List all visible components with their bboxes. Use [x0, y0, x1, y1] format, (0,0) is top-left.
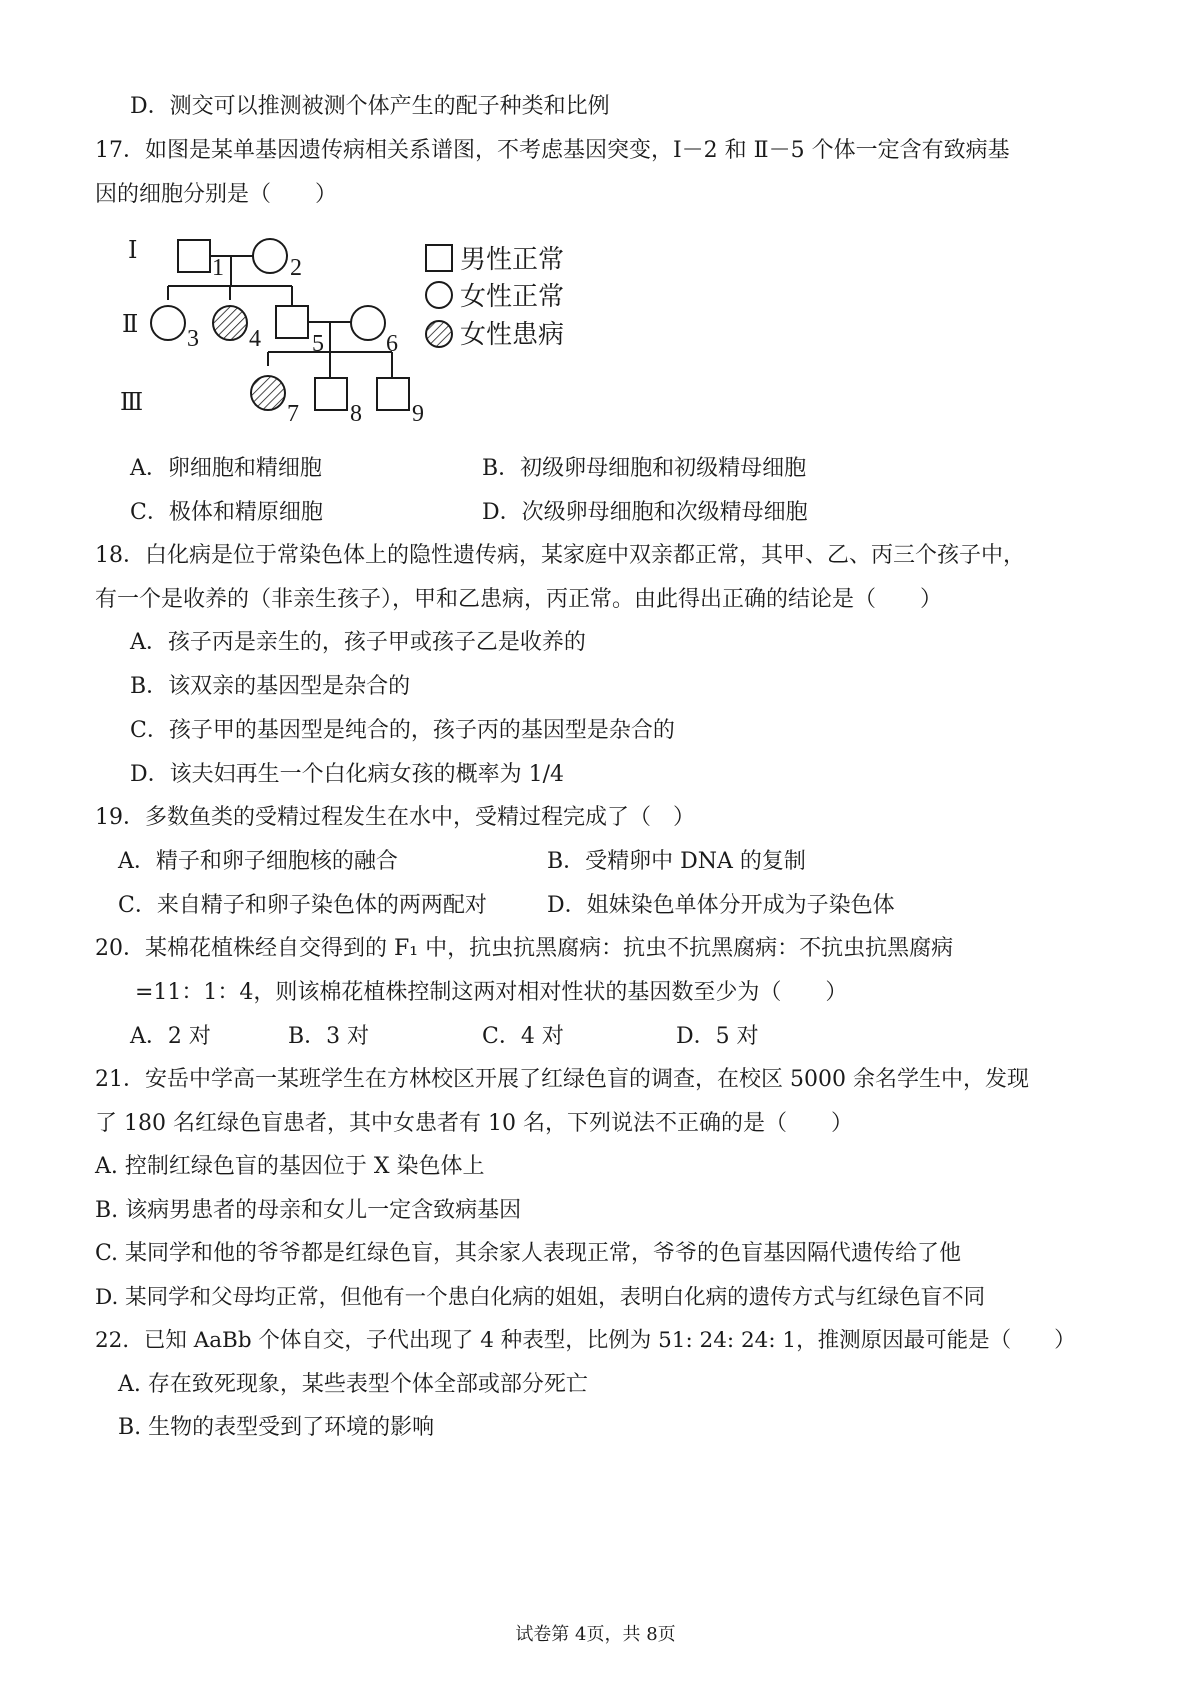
- individual-number-6: 6: [386, 331, 398, 357]
- q18-option-a: A．孩子丙是亲生的，孩子甲或孩子乙是收养的: [130, 630, 586, 655]
- q18-option-c: C．孩子甲的基因型是纯合的，孩子丙的基因型是杂合的: [130, 718, 675, 743]
- q21-stem-line1: 21．安岳中学高一某班学生在方林校区开展了红绿色盲的调查，在校区 5000 余名学生中，发现: [95, 1067, 1029, 1092]
- individual-number-7: 7: [287, 401, 299, 427]
- legend-label-female-affected: 女性患病: [460, 320, 565, 350]
- q20-option-c: C．4 对: [482, 1024, 564, 1049]
- legend-male-normal-icon: [426, 245, 452, 271]
- individual-6-female: [351, 306, 385, 340]
- q21-option-c: C. 某同学和他的爷爷都是红绿色盲，其余家人表现正常，爷爷的色盲基因隔代遗传给了他: [95, 1241, 962, 1266]
- q20-stem-line2: =11：1：4，则该棉花植株控制这两对相对性状的基因数至少为（ ）: [135, 980, 848, 1005]
- q19-stem: 19．多数鱼类的受精过程发生在水中，受精过程完成了（ ）: [95, 805, 695, 830]
- individual-2-female: [253, 239, 287, 273]
- q22-option-a: A. 存在致死现象，某些表型个体全部或部分死亡: [118, 1372, 588, 1397]
- q17-option-c: C．极体和精原细胞: [130, 500, 323, 525]
- q21-option-b: B. 该病男患者的母亲和女儿一定含致病基因: [95, 1198, 522, 1223]
- q17-option-a: A．卵细胞和精细胞: [130, 456, 322, 481]
- individual-3-female: [151, 306, 185, 340]
- individual-8-male: [315, 378, 347, 410]
- generation-label-2: Ⅱ: [122, 312, 139, 338]
- individual-number-2: 2: [290, 255, 302, 281]
- q20-option-b: B．3 对: [288, 1024, 370, 1049]
- q21-option-d: D. 某同学和父母均正常，但他有一个患白化病的姐姐，表明白化病的遗传方式与红绿色盲不同: [95, 1285, 986, 1310]
- pedigree-figure: [120, 238, 640, 468]
- q19-option-d: D．姐妹染色单体分开成为子染色体: [547, 893, 895, 918]
- q18-stem-line1: 18．白化病是位于常染色体上的隐性遗传病，某家庭中双亲都正常，其甲、乙、丙三个孩子中，: [95, 543, 1025, 568]
- q19-option-a: A．精子和卵子细胞核的融合: [118, 849, 398, 874]
- q16-option-d: D．测交可以推测被测个体产生的配子种类和比例: [130, 94, 610, 119]
- q21-stem-line2: 了 180 名红绿色盲患者，其中女患者有 10 名，下列说法不正确的是（ ）: [95, 1111, 853, 1136]
- q17-stem-line2: 因的细胞分别是（ ）: [95, 182, 338, 207]
- legend-label-female-normal: 女性正常: [460, 282, 565, 312]
- individual-number-1: 1: [212, 255, 224, 281]
- q19-option-c: C．来自精子和卵子染色体的两两配对: [118, 893, 487, 918]
- q17-option-d: D．次级卵母细胞和次级精母细胞: [482, 500, 808, 525]
- legend-female-normal-icon: [426, 282, 452, 308]
- individual-number-4: 4: [249, 326, 261, 352]
- q19-option-b: B．受精卵中 DNA 的复制: [547, 849, 806, 874]
- individual-9-male: [377, 378, 409, 410]
- individual-number-9: 9: [412, 401, 424, 427]
- individual-number-5: 5: [312, 331, 324, 357]
- q18-option-b: B．该双亲的基因型是杂合的: [130, 674, 411, 699]
- q18-stem-line2: 有一个是收养的（非亲生孩子），甲和乙患病，丙正常。由此得出正确的结论是（ ）: [95, 587, 943, 612]
- q22-stem: 22．已知 AaBb 个体自交，子代出现了 4 种表型，比例为 51: 24: 24: 1，推测原因最可能是（ ）: [95, 1328, 1076, 1353]
- q20-option-d: D．5 对: [676, 1024, 759, 1049]
- legend-label-male-normal: 男性正常: [460, 245, 565, 275]
- individual-7-affected-female: [251, 376, 285, 410]
- generation-label-1: Ⅰ: [128, 238, 138, 264]
- legend-female-affected-icon: [426, 321, 452, 347]
- individual-number-8: 8: [350, 401, 362, 427]
- individual-1-male: [178, 240, 210, 272]
- page-footer: 试卷第 4页，共 8页: [515, 1624, 676, 1645]
- individual-5-male: [276, 306, 308, 338]
- q21-option-a: A. 控制红绿色盲的基因位于 X 染色体上: [95, 1154, 485, 1179]
- q17-stem-line1: 17．如图是某单基因遗传病相关系谱图，不考虑基因突变，Ⅰ－2 和 Ⅱ－5 个体一定含有致病基: [95, 138, 1010, 163]
- generation-label-3: Ⅲ: [120, 390, 144, 416]
- individual-number-3: 3: [187, 326, 199, 352]
- q18-option-d: D．该夫妇再生一个白化病女孩的概率为 1/4: [130, 762, 565, 787]
- q20-option-a: A．2 对: [130, 1024, 211, 1049]
- q17-option-b: B．初级卵母细胞和初级精母细胞: [482, 456, 807, 481]
- individual-4-affected-female: [213, 306, 247, 340]
- q22-option-b: B. 生物的表型受到了环境的影响: [118, 1415, 435, 1440]
- q20-stem-line1: 20．某棉花植株经自交得到的 F₁ 中，抗虫抗黑腐病：抗虫不抗黑腐病：不抗虫抗黑腐病: [95, 936, 954, 961]
